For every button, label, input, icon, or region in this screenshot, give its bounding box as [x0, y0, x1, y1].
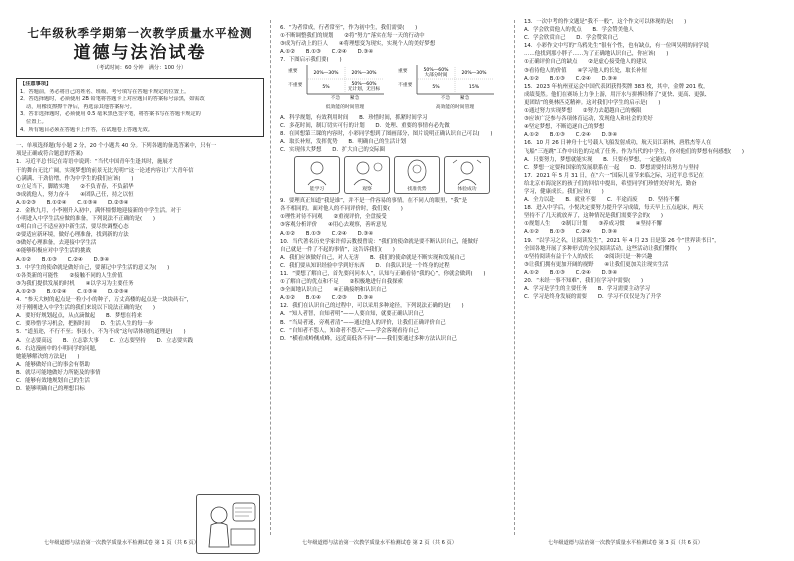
quadrant-value: 20%—30%: [461, 71, 487, 77]
question-line: C．实现伟大梦想 D．扩大自己的交际圈: [280, 147, 385, 154]
column-1-questions: [16, 142, 264, 393]
question-line: 3．中学生的使命就是做好自己，要谨记中学生活的意义为( ): [16, 264, 170, 271]
notes-heading: 【注意事项】: [20, 81, 52, 88]
question-line: 6．右边漫画中的小明同学的问题，: [16, 345, 101, 352]
question-line: 2．金秋九月，小李刚升入初中，满怀憧憬地迎接新的中学生活。对于: [16, 208, 182, 214]
axis-important: 重要: [398, 69, 408, 75]
figure-panel: [344, 156, 390, 194]
question-line: ②要适应新环境，做好心理准备，找到新的方法: [16, 232, 129, 239]
notes-item: 4．所有题目必须在答题卡上作答，在试题卷上答题无效。: [20, 126, 153, 133]
question-line: 坚持不了几天就放弃了，这种情况是我们需要学会的( ): [524, 213, 663, 220]
quadrant-value: 50%—60%无计划，无目标: [347, 82, 381, 93]
axis-unimportant: 不重要: [288, 83, 303, 89]
question-line: ③全面地认识自己 ④正确接纳和认识自己: [280, 287, 387, 294]
question-line: 4．“参天大树的起点是一粒小小的种子，万丈高楼的起点是一块块砖石”，: [16, 297, 193, 304]
question-line: C．学习是终身发展的需要 D．学习不仅仅是为了升学: [524, 294, 662, 301]
question-line: 小明进入中学生活应做的准备，下列说法不正确的是( ): [16, 216, 155, 223]
time-management-figure: [288, 65, 528, 111]
question-line: 12．我们在认识自己的过程中，可以采用多种途径，下列说法正确的是( ): [280, 303, 464, 310]
question-line: A.①② B.①③ C.②④ D.③④: [280, 49, 374, 56]
figure-panel: [444, 156, 490, 194]
question-line: A．取长补短，发挥优势 B．明确自己的生活计划: [280, 138, 406, 145]
question-line: A．学会欣赏他人的优点 B．学会赞美他人: [524, 27, 634, 34]
column-3-questions: [524, 18, 772, 301]
question-line: 飞船“三连跳”工作中出色的完成了任务。作为当代的中学生，你对他们的梦想有何感想( ): [524, 148, 745, 155]
question-line: 8．在回想第三课的内容时，小彩同学想到了图画部分，图片说明正确认识自己可以( ): [280, 130, 493, 137]
question-line: 全国各地开展了多种形式的全民阅读活动。这些活动让我们懂得( ): [524, 245, 690, 252]
figure-label: 能学习: [309, 187, 325, 193]
question-line: A．“知人者智，自知者明”——人要自知，就要正确认识自己: [280, 311, 425, 318]
question-line: A．能够做好自己的事会有帮助: [16, 361, 90, 368]
exam-meta: （考试时间：60 分钟 满分：100 分）: [93, 65, 187, 71]
question-line: 11．“要想了解自己，首先要问问本人”，认知与正确看待“我的心”，你就会做到( ): [280, 270, 486, 277]
figure-caption: 低效能的时间管理: [325, 104, 365, 110]
question-line: 各不相同的。面对他人的不同评价时，我们要( ): [280, 206, 403, 213]
column-3: [524, 18, 772, 301]
column-2-questions-a: [280, 24, 528, 64]
notes-item: 位置上。: [26, 119, 47, 126]
question-line: A.①② B.①③ C.②④ D.③④: [524, 132, 618, 139]
question-line: A.①② B.①④ C.②③ D.③④: [280, 295, 374, 302]
figure-caption: 高效能的时间管理: [435, 104, 475, 110]
question-line: 14．小彩作文中写的“乌鸦先生”很有个性，也有缺点，有一位叫吴明的同学说: [524, 43, 709, 50]
notes-item: 动，用橡皮擦擦干净后，再选涂其他答案标号。: [26, 103, 135, 110]
question-line: 一、单项选择题(每小题 2 分，20 个小题共 40 分。下列各题的备选答案中，只有一: [16, 143, 217, 150]
question-line: D．能够明确自己的理想目标: [16, 386, 85, 393]
question-line: ③成就他人，努力奋斗 ④团队己任，持之以恒: [16, 191, 134, 198]
question-line: A．立志要高远 B．立志靠大事 C．立志要坚持 D．立志要实践: [16, 337, 194, 344]
question-line: 18．进入中学后，小悦决定要努力提升学习成绩，每天早上五点起床，两天: [524, 205, 704, 212]
question-line: 成绩斐然。他们在赛场上力争上游，用汗水与拼搏诠释了“更快、更高、更强、: [524, 91, 711, 98]
question-line: ③为我们提供发展的时机 ④以学习为主要任务: [16, 280, 134, 287]
figure-panel: [294, 156, 340, 194]
question-line: 1．习近平总书记在寄语中说到：“当代中国青年生逢其时，施展才: [16, 159, 174, 166]
quadrant-right: [416, 65, 494, 95]
axis-important: 重要: [288, 69, 298, 75]
notes-item: 3．答非选择题时，必须使用 0.5 毫米黑色签字笔，将答案书写在答题卡规定的: [20, 111, 201, 118]
question-line: A．全力以赴 B．就业不要 C．半途而废 D．坚持不懈: [524, 197, 680, 204]
question-line: ①立足当下，脚踏实地 ②不负青春，不负韶华: [16, 183, 134, 190]
question-line: 5．“道虽迩，不行不至；事虽小，不为不成”这句话体现的道理是( ): [16, 329, 186, 336]
page-footer-3: 七年级道德与法治第一次教学质量水平检测试卷 第 3 页（共 6 页）: [548, 540, 703, 546]
question-line: A．学习是学生的主要任务 B．学习需要主动学习: [524, 286, 650, 293]
question-line: ……他找到那小胖子……为了正确地认识自己，你应该( ): [524, 51, 669, 58]
question-line: A．只要努力，梦想就能实现 B．只要有梦想，一定能成功: [524, 156, 672, 163]
question-line: ①明白自己不适应初中新生活，要尽快调整心态: [16, 224, 129, 231]
question-line: ①坚持阅读有益于个人的成长 ②阅读只是一种兴趣: [524, 253, 653, 260]
question-line: ①各类新的可能性 ②接触不同的人生价值: [16, 272, 123, 279]
question-line: C．要珍惜学习机会，把握时间 D．生活人生的每一步: [16, 321, 154, 328]
question-line: A.①② B.①③ C.②④ D.③④: [524, 269, 618, 276]
question-line: 9．要理真正知道“我是谁”，并不是一件容易的事情。在不同人的眼里，“我”是: [280, 198, 468, 205]
question-line: ③让我们拥有更加开阔的视野 ④让我们更加关注现实生活: [524, 261, 669, 268]
figure-high-efficiency: [398, 65, 494, 111]
question-line: C．学会欣赏自己 D．学会赞赏自己: [524, 35, 619, 42]
axis-urgency: 不急 紧急: [440, 96, 470, 102]
quadrant-value: 20%—30%: [313, 71, 339, 77]
question-line: ①通过努力实现梦想 ②努力去超越自己的极限: [524, 108, 642, 115]
question-line: A．科学规划，有效利用时间 B．珍惜时间，抓紧时间学习: [280, 114, 428, 121]
column-divider: [514, 20, 515, 535]
question-line: 7．下图启示我们要( ): [280, 57, 342, 64]
quadrant-left: [306, 65, 384, 95]
question-line: 10．当代著名历史学家许倬云教授曾说：“我们的使命就是要不断认识自己，能做好: [280, 238, 479, 245]
question-line: 19．“以学习之名，让阅读发生”，2021 年 4 月 23 日是第 26 个“世界读书日”，: [524, 237, 720, 244]
question-line: ③做好心理准备，去迎接中学生活: [16, 240, 97, 247]
figure-label: 观察: [362, 187, 372, 193]
figure-low-efficiency: [288, 65, 384, 111]
exam-title-line1: 七年级秋季学期第一次教学质量水平检测: [27, 26, 253, 40]
quadrant-value: 5%: [322, 85, 330, 91]
question-line: 自己就是一件了不起的事情”，这告诉我们( ): [280, 246, 395, 253]
column-divider: [270, 20, 271, 535]
question-line: ①了解自己的优点和不足 ②积极地进行自我探索: [280, 279, 403, 286]
question-line: ③成为行动上的巨人 ④将理想变为现实，实现个人的美好梦想: [280, 41, 436, 48]
page-footer-2: 七年级道德与法治第一次教学质量水平检测试卷 第 2 页（共 6 页）: [302, 540, 457, 546]
question-line: 17．2021 年 5 月 31 日，在“六一”国际儿童节来临之际，习近平总书记在: [524, 172, 704, 179]
exam-title-line2: 道德与法治试卷: [73, 43, 207, 63]
question-line: 13．一次中考的作文题是“我不一般”，这个作文可以体现的是( ): [524, 19, 687, 25]
question-line: C．梦想一定要和国家的发展联系在一起 D．梦想需要付出努力与坚持: [524, 164, 700, 171]
axis-urgency: 不急 紧急: [330, 96, 360, 102]
question-line: ④能够积极应对中学生活的挑战: [16, 248, 91, 255]
quadrant-value: 50%—60%大部分时间: [423, 68, 449, 79]
quadrant-value: 5%: [432, 85, 440, 91]
comic-illustration: [196, 494, 260, 554]
question-line: A．要好好规划起点，从点滴做起 B．梦想在将来: [16, 313, 142, 320]
question-line: 项是正确或符合题意的答案): [16, 151, 83, 158]
question-line: A.①②③ B.①②④ C.①③④ D.②③④: [16, 288, 129, 295]
question-line: ①不断调整我们的规划 ②将“努力”落实在每一天的行动中: [280, 33, 425, 40]
question-line: B．就尽可能地做好力所能及的事情: [16, 369, 101, 376]
question-line: 她能够解决的方法是( ): [16, 353, 80, 360]
figure-panel: [394, 156, 440, 194]
figure-label: 找准优势: [407, 187, 427, 193]
notes-item: 2．答选择题时，必须使用 2B 铅笔将答题卡上对应题目的答案标号涂黑，如需改: [20, 96, 205, 103]
notes-item: 1．答题前，务必将自己的姓名、班级、考号填写在答题卡规定的位置上。: [20, 88, 190, 95]
axis-unimportant: 不重要: [398, 83, 413, 89]
column-2-questions-c: [280, 197, 528, 343]
question-line: 对于刚刚进入中学生活的我们来说以下说法正确的是( ): [16, 305, 155, 312]
question-line: D．“横看成岭侧成峰，远近高低各不同”——我们要通过多种方法认识自己: [280, 335, 457, 342]
question-line: 学习，健康成长。我们应该( ): [524, 188, 604, 195]
question-line: A.①②③ B.①②④ C.①③④ D.②③④: [16, 199, 129, 206]
question-line: A.①② B.①③ C.②④ D.③④: [16, 256, 110, 263]
column-1: [16, 24, 264, 393]
question-line: A.①② B.①③ C.②④ D.③④: [524, 75, 618, 82]
quadrant-value: 20%—30%: [351, 71, 377, 77]
question-line: 20．“未经一事不知难”，我们在学习中需要( ): [524, 278, 644, 284]
question-line: ④坚定梦想，不断追逐自己的梦想: [524, 124, 605, 131]
column-2: [280, 24, 528, 343]
question-line: C．多花时间，制订切实可行的计划 D．处理、重要的事情有必先做: [280, 122, 450, 129]
question-line: A.①② B.①③ C.②④ D.③④: [524, 229, 618, 236]
question-line: 心满满、干劲倍增，作为中学生的我们应该( ): [16, 175, 134, 182]
notes-box: [16, 78, 264, 137]
question-line: 给北京市海淀区的孩子们的回信中提出，希望同学们珍惜美好时光，勤奋: [524, 180, 697, 187]
question-line: 更团结”的奥林匹克精神。这对我们中学生的启示是( ): [524, 99, 661, 106]
quadrant-value: 15%: [468, 85, 480, 91]
question-line: ③客观分析评价 ④用心去观察，善听意见: [280, 222, 387, 229]
question-line: C．“自知者不怨人，知命者不怨天”——学会客观看待自己: [280, 327, 419, 334]
page-footer-1: 七年级道德与法治第一次教学质量水平检测试卷 第 1 页（共 6 页）: [44, 540, 199, 546]
question-line: A．我们应该做好自己，对人无害 B．我们的使命就是不断实现和发展自己: [280, 254, 466, 261]
question-line: 15．2023 年杭州亚运会中国代表团获得奖牌 383 枚，其中，金牌 201 枚，: [524, 83, 709, 90]
question-line: 干的舞台无比广阔，实现梦想的前景无比光明!”这一论述内容让广大青年信: [16, 167, 194, 174]
question-line: ③看待他人的价值 ④学习他人的长处，取长补短: [524, 67, 647, 74]
question-line: ①正确评价自己的缺点 ②是虚心接受他人的建议: [524, 59, 647, 66]
question-line: 16．10 月 26 日神舟十七号载人飞船发射成功，航天员江新林，唐胜杰等人在: [524, 140, 712, 147]
question-line: ①理性对待不同观 ②重视评价，全盘接受: [280, 214, 387, 221]
question-line: A.①② B.①③ C.②④ D.③④: [280, 230, 374, 237]
question-line: C．我们要从知识经验中学到好东西 D．自我认识是一个终身的过程: [280, 262, 450, 269]
self-knowledge-figure: [294, 156, 528, 194]
figure-label: 体验成功: [457, 187, 477, 193]
question-line: ①规划人生 ②制订计划 ③养成习惯 ④坚持不懈: [524, 221, 662, 228]
question-line: B．“当局者迷，旁观者清”——通过他人的评价，让我们正确评价自己: [280, 319, 446, 326]
question-line: 6．“为者常成，行者常至”，作为初中生，我们需要( ): [280, 25, 418, 31]
column-2-questions-b: [280, 114, 528, 154]
question-line: ③应该广泛参与各项体育运动，发现他人和社会的美好: [524, 116, 653, 123]
question-line: C．能够有效地规划自己的生活: [16, 377, 90, 384]
